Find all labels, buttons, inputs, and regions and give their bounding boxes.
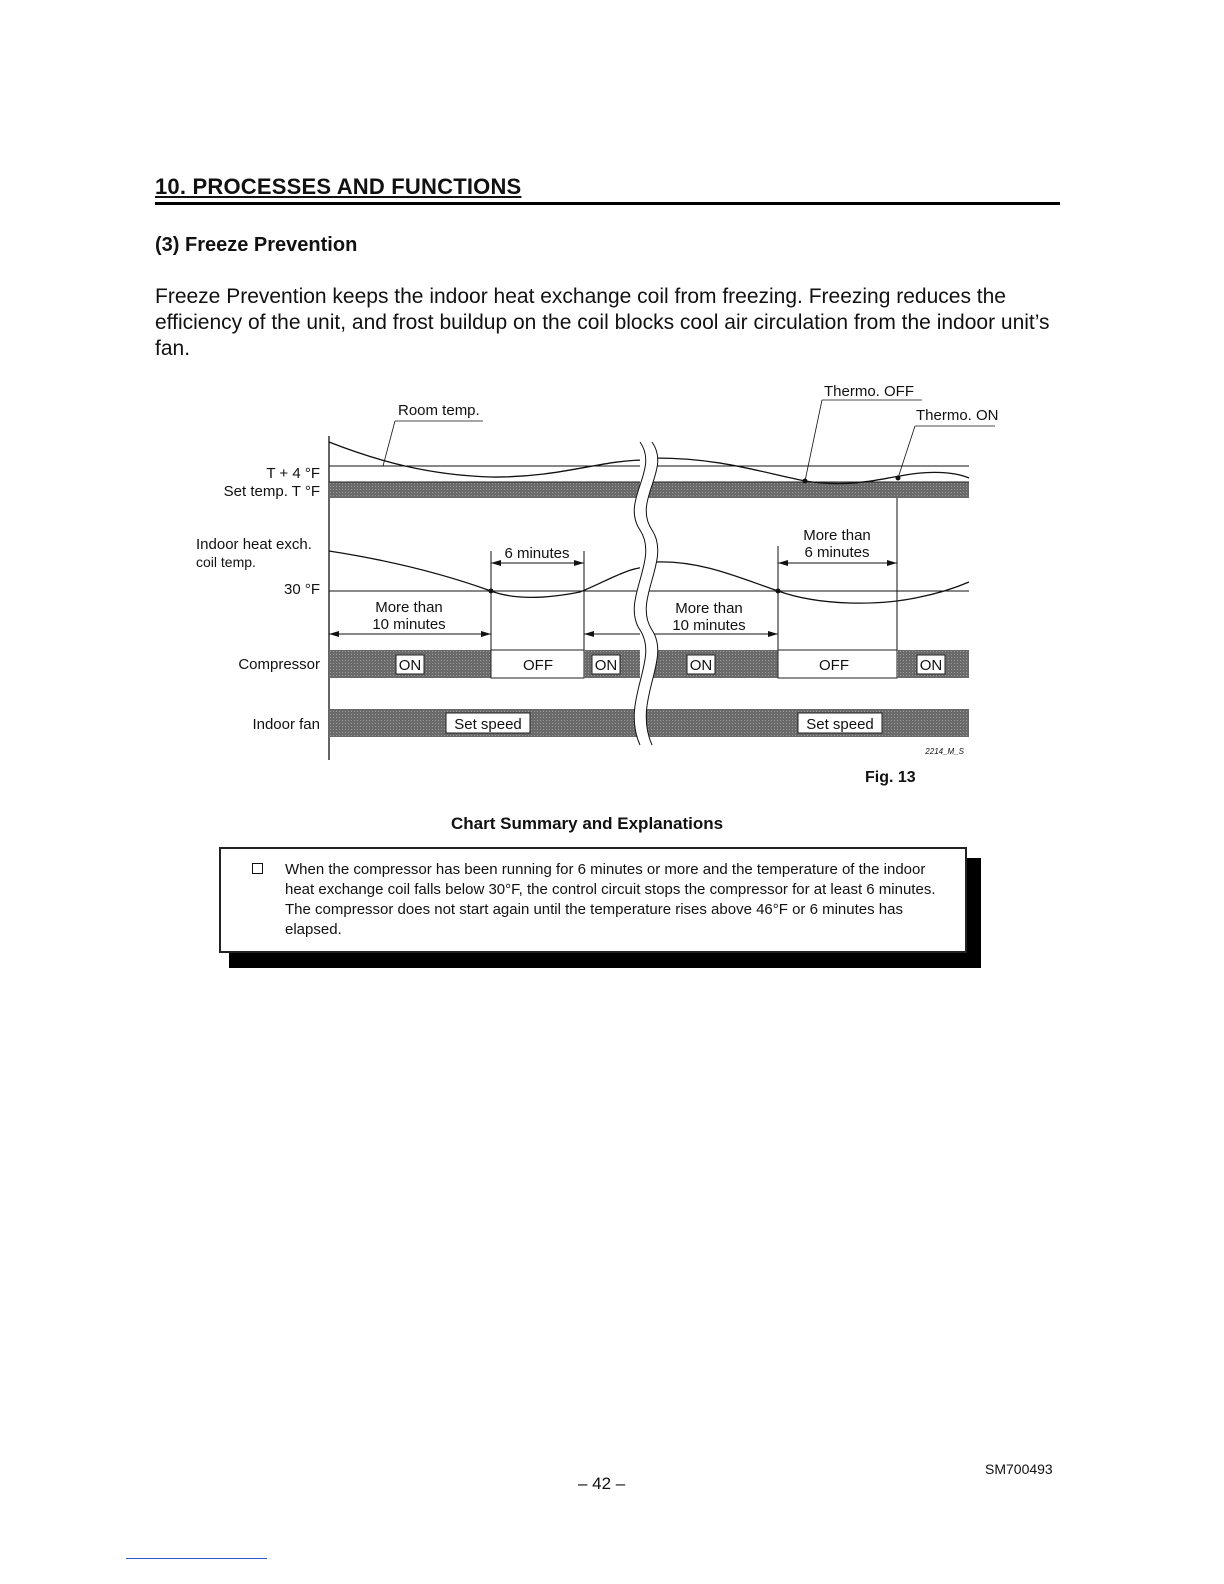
room-temp-curve-1 (329, 442, 645, 477)
compressor-state-label: OFF (819, 657, 849, 674)
indoor-fan-label: Indoor fan (252, 716, 320, 733)
subsection-title: (3) Freeze Prevention (155, 234, 358, 256)
footer-rule (126, 1558, 267, 1559)
summary-title: Chart Summary and Explanations (451, 814, 724, 833)
compressor-label: Compressor (238, 656, 320, 673)
figure-label: Fig. 13 (865, 769, 916, 786)
page-number: – 42 – (578, 1474, 626, 1493)
intro-paragraph: Freeze Prevention keeps the indoor heat exchange coil from freezing. Freezing reduces the efficiency of the unit, and frost buildup on the coil blocks cool air circulation from the indoor unit’s fan. (155, 285, 1050, 360)
more-than-label: More than (675, 600, 743, 617)
room-temp-label: Room temp. (398, 402, 480, 419)
section-title: 10. PROCESSES AND FUNCTIONS (155, 174, 522, 199)
t-plus-4-label: T + 4 °F (266, 465, 320, 482)
compressor-state-label: ON (398, 657, 422, 674)
thermo-on-label: Thermo. ON (916, 407, 999, 424)
room-temp-curve-2 (655, 458, 969, 484)
figure-code: 2214_M_S (925, 747, 964, 756)
fan-speed-label: Set speed (806, 716, 874, 733)
more-than-label: More than (375, 599, 443, 616)
document-code: SM700493 (985, 1461, 1053, 1477)
thirty-f-label: 30 °F (283, 581, 320, 598)
coil-temp-label-2: coil temp. (196, 554, 256, 570)
six-minutes-label: 6 minutes (804, 544, 870, 561)
set-temp-label: Set temp. T °F (223, 483, 320, 500)
six-minutes-label: 6 minutes (504, 545, 570, 562)
coil-temp-curve-2 (655, 562, 969, 603)
compressor-state-label: ON (689, 657, 713, 674)
coil-temp-label: Indoor heat exch. (196, 536, 312, 553)
thermo-off-label: Thermo. OFF (824, 383, 915, 400)
freeze-prevention-timing-diagram (0, 0, 1224, 780)
compressor-state-label: ON (594, 657, 618, 674)
compressor-state-label: OFF (523, 657, 553, 674)
more-than-label: More than (803, 527, 871, 544)
ten-minutes-label: 10 minutes (372, 616, 446, 633)
fan-speed-label: Set speed (454, 716, 522, 733)
checkbox-bullet-icon (252, 863, 263, 874)
compressor-state-label: ON (919, 657, 943, 674)
ten-minutes-label: 10 minutes (672, 617, 746, 634)
summary-text: When the compressor has been running for 6 minutes or more and the temperature of the indoor heat exchange coil falls below 30°F, the control circuit stops the compressor for at least 6 minutes. The compressor does not start again until the temperature rises above 46°F or 6 minutes has elapsed. (285, 861, 936, 938)
